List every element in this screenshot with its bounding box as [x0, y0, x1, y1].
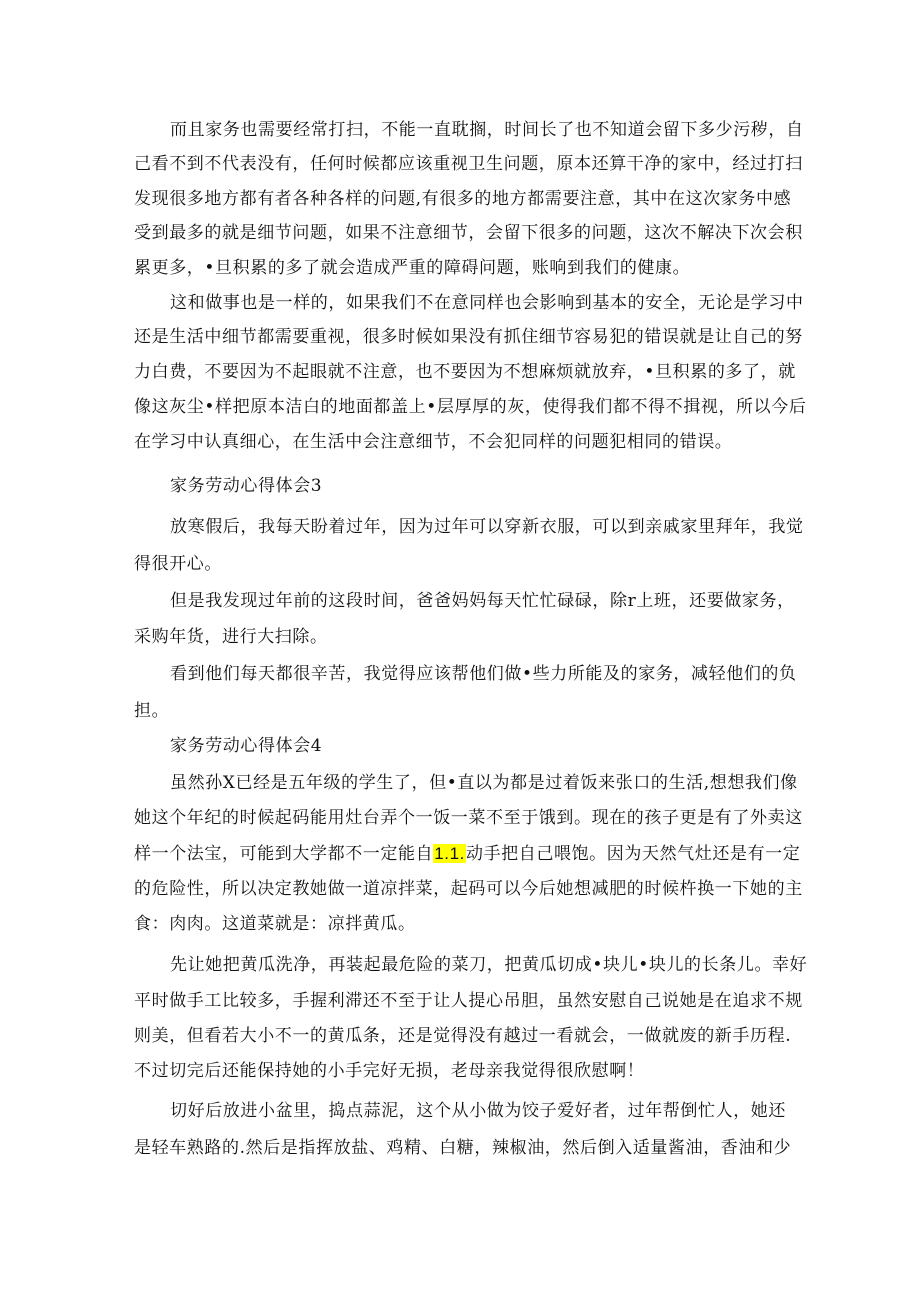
text-line: 得很开心。 — [134, 554, 222, 574]
text-line: 放寒假后，我每天盼着过年，因为过年可以穿新衣服，可以到亲戚家里拜年，我觉 — [170, 517, 804, 537]
text-line: 是轻车熟路的.然后是指挥放盐、鸡精、白糖，辣椒油，然后倒入适量酱油，香油和少 — [134, 1138, 792, 1158]
text-line: 平时做手工比较多，手握利滞还不至于让人提心吊胆，虽然安慰自己说她是在追求不规 — [134, 991, 803, 1011]
section-heading: 家务劳动心得体会4 — [170, 736, 323, 756]
section-heading: 家务劳动心得体会3 — [170, 476, 323, 496]
text-line: 先让她把黄瓜洗净，再装起最危险的菜刀，把黄瓜切成•块儿•块儿的长条儿。幸好 — [170, 955, 808, 975]
text-line: 还是生活中细节都需要重视，很多时候如果没有抓住细节容易犯的错误就是让自己的努 — [134, 327, 803, 347]
text-line: 而且家务也需要经常打扫，不能一直耽搁，时间长了也不知道会留下多少污秽，自 — [170, 120, 804, 140]
text-line: 在学习中认真细心，在生活中会注意细节，不会犯同样的问题犯相同的错误。 — [134, 432, 733, 452]
text-segment: 动手把自己喂饱。因为天然气灶还是有一定 — [465, 844, 801, 864]
text-line: 的危险性，所以决定教她做一道凉拌菜，起码可以今后她想减肥的时候杵换一下她的主 — [134, 879, 803, 899]
text-line: 这和做事也是一样的，如果我们不在意同样也会影响到基本的安全，无论是学习中 — [170, 293, 804, 313]
text-line: 不过切完后还能保持她的小手完好无损，老母亲我觉得很欣慰啊！ — [134, 1061, 645, 1081]
text-line: 看到他们每天都很辛苦，我觉得应该帮他们做•些力所能及的家务，减轻他们的负 — [170, 664, 797, 684]
text-line — [134, 842, 800, 866]
text-line: 采购年货，进行大扫除。 — [134, 627, 328, 647]
text-line: 食：肉肉。这道菜就是：凉拌黄瓜。 — [134, 914, 416, 934]
text-line: 发现很多地方都有者各种各样的问题,有很多的地方都需要注意，其中在这次家务中感 — [134, 189, 792, 209]
text-line: 像这灰尘•样把原本洁白的地面都盖上•层厚厚的灰，使得我们都不得不揖视，所以今后 — [134, 397, 807, 417]
text-line: 力白费，不要因为不起眼就不注意，也不要因为不想麻烦就放弃，•旦积累的多了，就 — [134, 362, 796, 382]
text-line: 累更多，•旦积累的多了就会造成严重的障碍问题，账响到我们的健康。 — [134, 258, 691, 278]
text-segment: 样一个法宝，可能到大学都不一定能自 — [134, 844, 434, 864]
text-line: 己看不到不代表没有，任何时候都应该重视卫生问题，原本还算干净的家中，经过打扫 — [134, 154, 803, 174]
text-line: 切好后放进小盆里，捣点蒜泥，这个从小做为饺子爱好者，过年帮倒忙人，她还 — [170, 1101, 786, 1121]
text-line: 虽然孙X已经是五年级的学生了，但•直以为都是过着饭来张口的生活,想想我们像 — [170, 773, 798, 793]
text-line: 受到最多的就是细节问题，如果不注意细节，会留下很多的问题，这次不解决下次会积 — [134, 223, 803, 243]
highlighted-text: 1.1. — [434, 844, 465, 863]
text-line: 则美，但看若大小不一的黄瓜条，还是觉得没有越过一看就会，一做就废的新手历程. — [134, 1026, 792, 1046]
text-line: 担。 — [134, 701, 170, 721]
text-line: 但是我发现过年前的这段时间，爸爸妈妈每天忙忙碌碌，除r上班，还要做家务， — [170, 591, 795, 611]
text-line: 她这个年纪的时候起码能用灶台弄个一饭一菜不至于饿到。现在的孩子更是有了外卖这 — [134, 808, 803, 828]
